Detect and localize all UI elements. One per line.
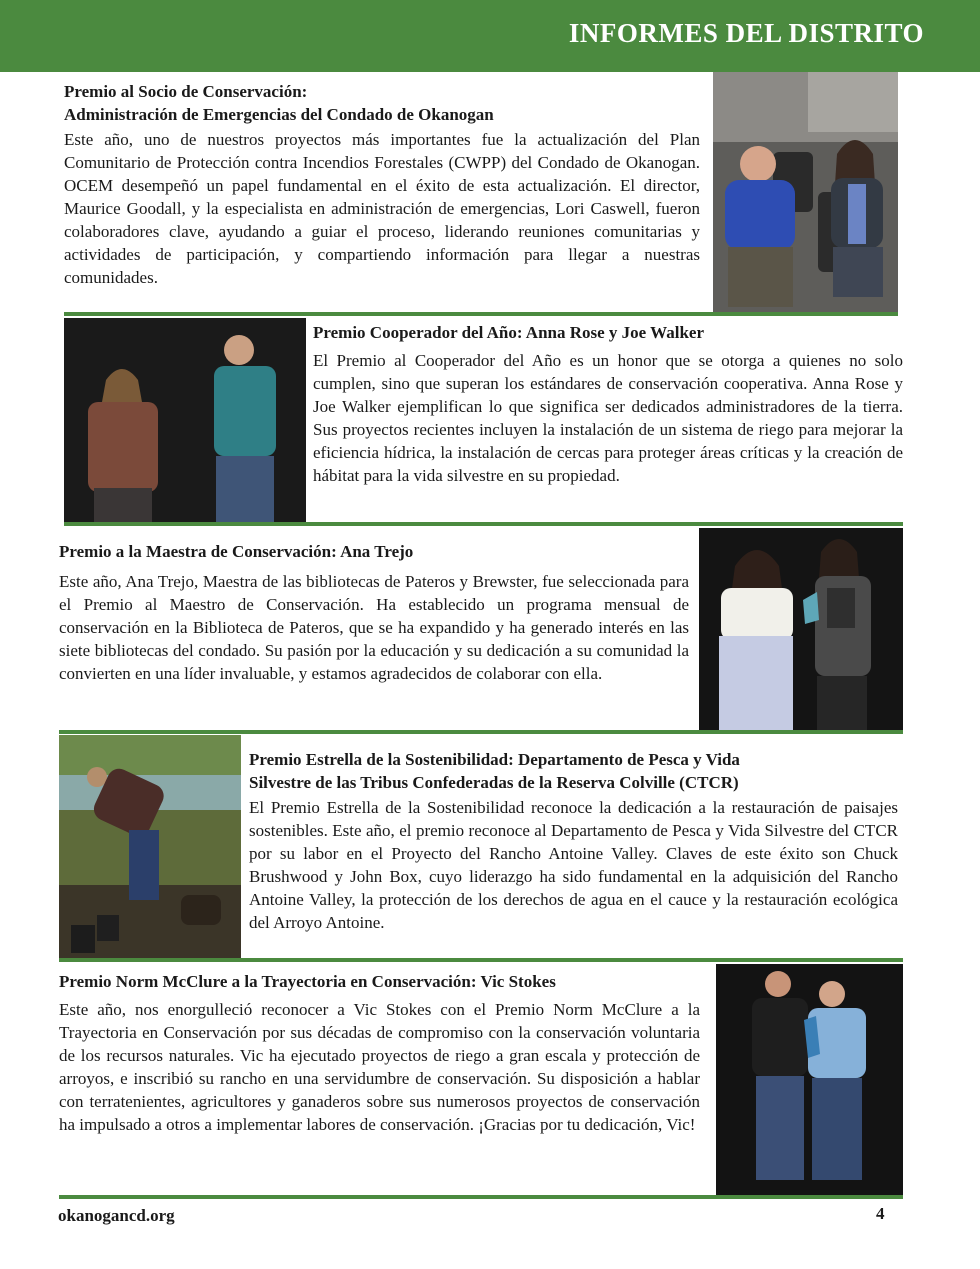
section-2-body: El Premio al Cooperador del Año es un honor que se otorga a quienes no solo cumplen, sino que superan los estándares de conservación cooperativa. Anna Rose y Joe Walker ejemplifican lo que significa ser dedicados administradores de la tierra. Sus proyectos recientes incluyen la instalación de un sistema de riego para mejorar la eficiencia hídrica, la instalación de cercas para proteger áreas críticas y la creación de hábitat para la vida silvestre en su propiedad. [313,351,903,485]
section-5-title: Premio Norm McClure a la Trayectoria en Conservación: Vic Stokes [59,972,556,991]
section-1-divider [64,312,898,316]
section-1-title-line1: Premio al Socio de Conservación: [64,82,308,101]
section-3-divider [59,730,903,734]
section-3-photo [699,528,903,730]
footer-website: okanogancd.org [58,1206,175,1225]
page-header-title: INFORMES DEL DISTRITO [568,18,924,48]
section-2-photo [64,318,306,523]
section-4-title-line1: Premio Estrella de la Sostenibilidad: Departamento de Pesca y Vida [249,750,740,769]
section-4-body: El Premio Estrella de la Sostenibilidad reconoce la dedicación a la restauración de paisajes sostenibles. Este año, el premio reconoce al Departamento de Pesca y Vida Silvestre del CTCR por su labor en el Proyecto del Rancho Antoine Valley. Claves de este éxito son Chuck Brushwood y John Box, cuyo liderazgo ha sido fundamental en la adquisición del Rancho Antoine Valley, la protección de los derechos de agua en el cauce y la restauración ecológica del Arroyo Antoine. [249,798,898,932]
page-number: 4 [876,1204,885,1223]
section-2-title: Premio Cooperador del Año: Anna Rose y Joe Walker [313,323,704,342]
section-1-photo [713,72,898,312]
section-5-divider [59,1195,903,1199]
section-5-body: Este año, nos enorgulleció reconocer a Vic Stokes con el Premio Norm McClure a la Trayectoria en Conservación por sus décadas de compromiso con la conservación voluntaria de los recursos naturales. Vic ha ejecutado proyectos de riego a gran escala y protección de arroyos, e inscribió su rancho en una servidumbre de conservación. Su disposición a hablar con terratenientes, agricultores y ganaderos sobre sus numerosos proyectos de conservación ha impulsado a otros a implementar labores de conservación. ¡Gracias por tu dedicación, Vic! [59,1000,700,1134]
section-4-photo [59,735,241,958]
section-3-body: Este año, Ana Trejo, Maestra de las bibliotecas de Pateros y Brewster, fue seleccionada para el Premio al Maestro de Conservación. Ha establecido un programa mensual de conservación en la Biblioteca de Pateros, que se ha expandido y ha generado interés en las siete bibliotecas del condado. Su pasión por la educación y su dedicación a su comunidad la convierten en una líder invaluable, y estamos agradecidos de colaborar con ella. [59,572,689,683]
section-1-title-line2: Administración de Emergencias del Condado de Okanogan [64,105,494,124]
section-4-divider [59,958,903,962]
section-5-photo [716,964,903,1195]
section-3-title: Premio a la Maestra de Conservación: Ana Trejo [59,542,414,561]
header-banner [0,0,980,72]
section-2-divider [64,522,903,526]
section-4-title-line2: Silvestre de las Tribus Confederadas de la Reserva Colville (CTCR) [249,773,739,792]
section-1-body: Este año, uno de nuestros proyectos más importantes fue la actualización del Plan Comunitario de Protección contra Incendios Forestales (CWPP) del Condado de Okanogan. OCEM desempeñó un papel fundamental en el éxito de esta actualización. El director, Maurice Goodall, y la especialista en administración de emergencias, Lori Caswell, fueron colaboradores clave, ayudando a guiar el proceso, liderando reuniones comunitarias y actividades de participación, y compartiendo información para llegar a nuestras comunidades. [64,130,700,287]
